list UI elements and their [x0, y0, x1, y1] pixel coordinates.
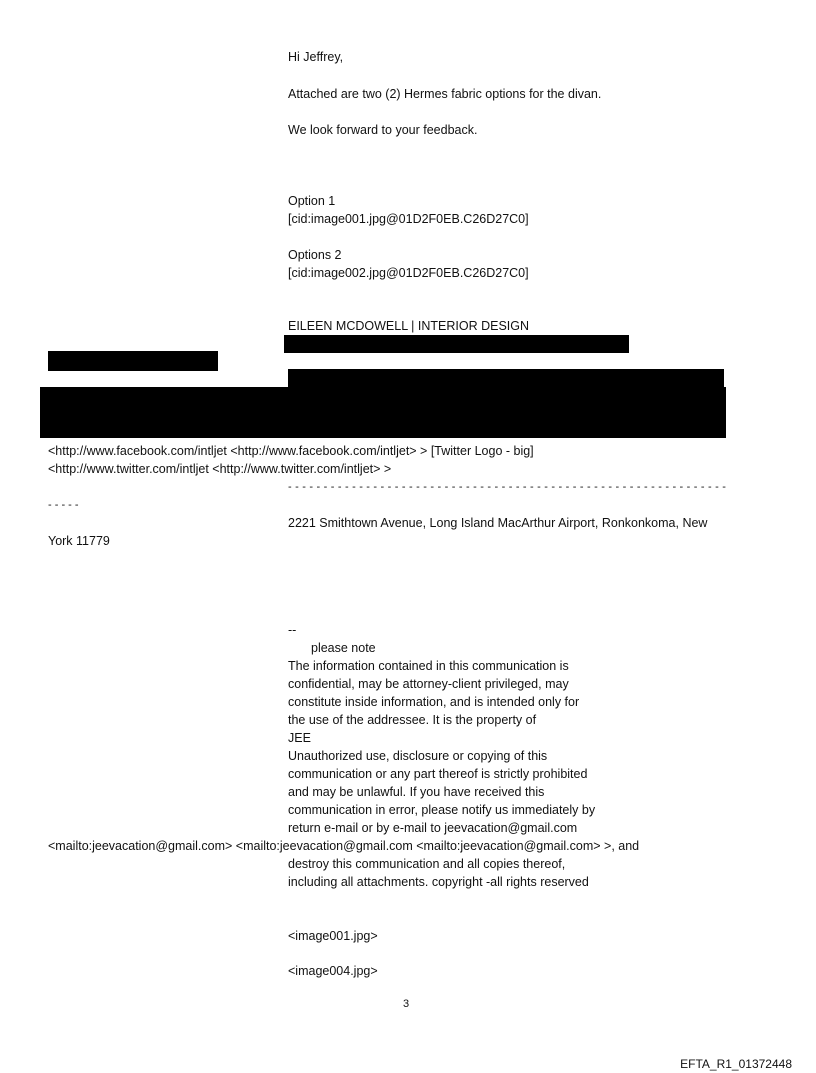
disclaimer-dashes: -- [288, 623, 297, 637]
disclaimer-line: the use of the addressee. It is the property of [288, 713, 537, 727]
facebook-link-line: <http://www.facebook.com/intljet <http://www.facebook.com/intljet> > [Twitter Logo - big] [48, 444, 534, 458]
option2-cid: [cid:image002.jpg@01D2F0EB.C26D27C0] [288, 266, 529, 280]
disclaimer-line: communication or any part thereof is strictly prohibited [288, 767, 588, 781]
body-line-attached: Attached are two (2) Hermes fabric options for the divan. [288, 87, 602, 101]
disclaimer-line: return e-mail or by e-mail to jeevacation@gmail.com [288, 821, 578, 835]
address-line-wrap: York 11779 [48, 534, 110, 548]
redaction-block [48, 351, 218, 371]
disclaimer-heading: please note [311, 641, 376, 655]
document-id-footer: EFTA_R1_01372448 [680, 1057, 792, 1071]
disclaimer-line: confidential, may be attorney-client privileged, may [288, 677, 569, 691]
redaction-block [40, 387, 726, 438]
disclaimer-line: The information contained in this communication is [288, 659, 569, 673]
body-line-feedback: We look forward to your feedback. [288, 123, 478, 137]
separator-line-wrap: - - - - - [48, 499, 79, 511]
disclaimer-line: communication in error, please notify us immediately by [288, 803, 596, 817]
page-number: 3 [403, 998, 410, 1010]
option1-cid: [cid:image001.jpg@01D2F0EB.C26D27C0] [288, 212, 529, 226]
twitter-link-line: <http://www.twitter.com/intljet <http://www.twitter.com/intljet> > [48, 462, 392, 476]
address-line: 2221 Smithtown Avenue, Long Island MacArthur Airport, Ronkonkoma, New [288, 516, 708, 530]
disclaimer-line: and may be unlawful. If you have received this [288, 785, 545, 799]
separator-line: - - - - - - - - - - - - - - - - - - - - - - - - - - - - - - - - - - - - - - - - - - - - - - - - - - - - - - - - - - - - - - [288, 481, 727, 493]
attachment-image004: <image004.jpg> [288, 964, 378, 978]
disclaimer-body [288, 657, 648, 837]
greeting: Hi Jeffrey, [288, 50, 344, 64]
signature-name-title: EILEEN MCDOWELL | INTERIOR DESIGN [288, 319, 530, 333]
redaction-block [288, 369, 724, 389]
attachment-image001: <image001.jpg> [288, 929, 378, 943]
disclaimer-line: Unauthorized use, disclosure or copying of this [288, 749, 548, 763]
redaction-block [284, 335, 629, 353]
disclaimer-mailto-line: <mailto:jeevacation@gmail.com> <mailto:jeevacation@gmail.com <mailto:jeevacation@gmail.com> >, and [48, 839, 640, 853]
disclaimer-line: JEE [288, 731, 311, 745]
disclaimer-line: destroy this communication and all copies thereof, [288, 857, 566, 871]
option1-label: Option 1 [288, 194, 336, 208]
disclaimer-line: constitute inside information, and is intended only for [288, 695, 580, 709]
option2-label: Options 2 [288, 248, 342, 262]
disclaimer-line: including all attachments. copyright -all rights reserved [288, 875, 589, 889]
